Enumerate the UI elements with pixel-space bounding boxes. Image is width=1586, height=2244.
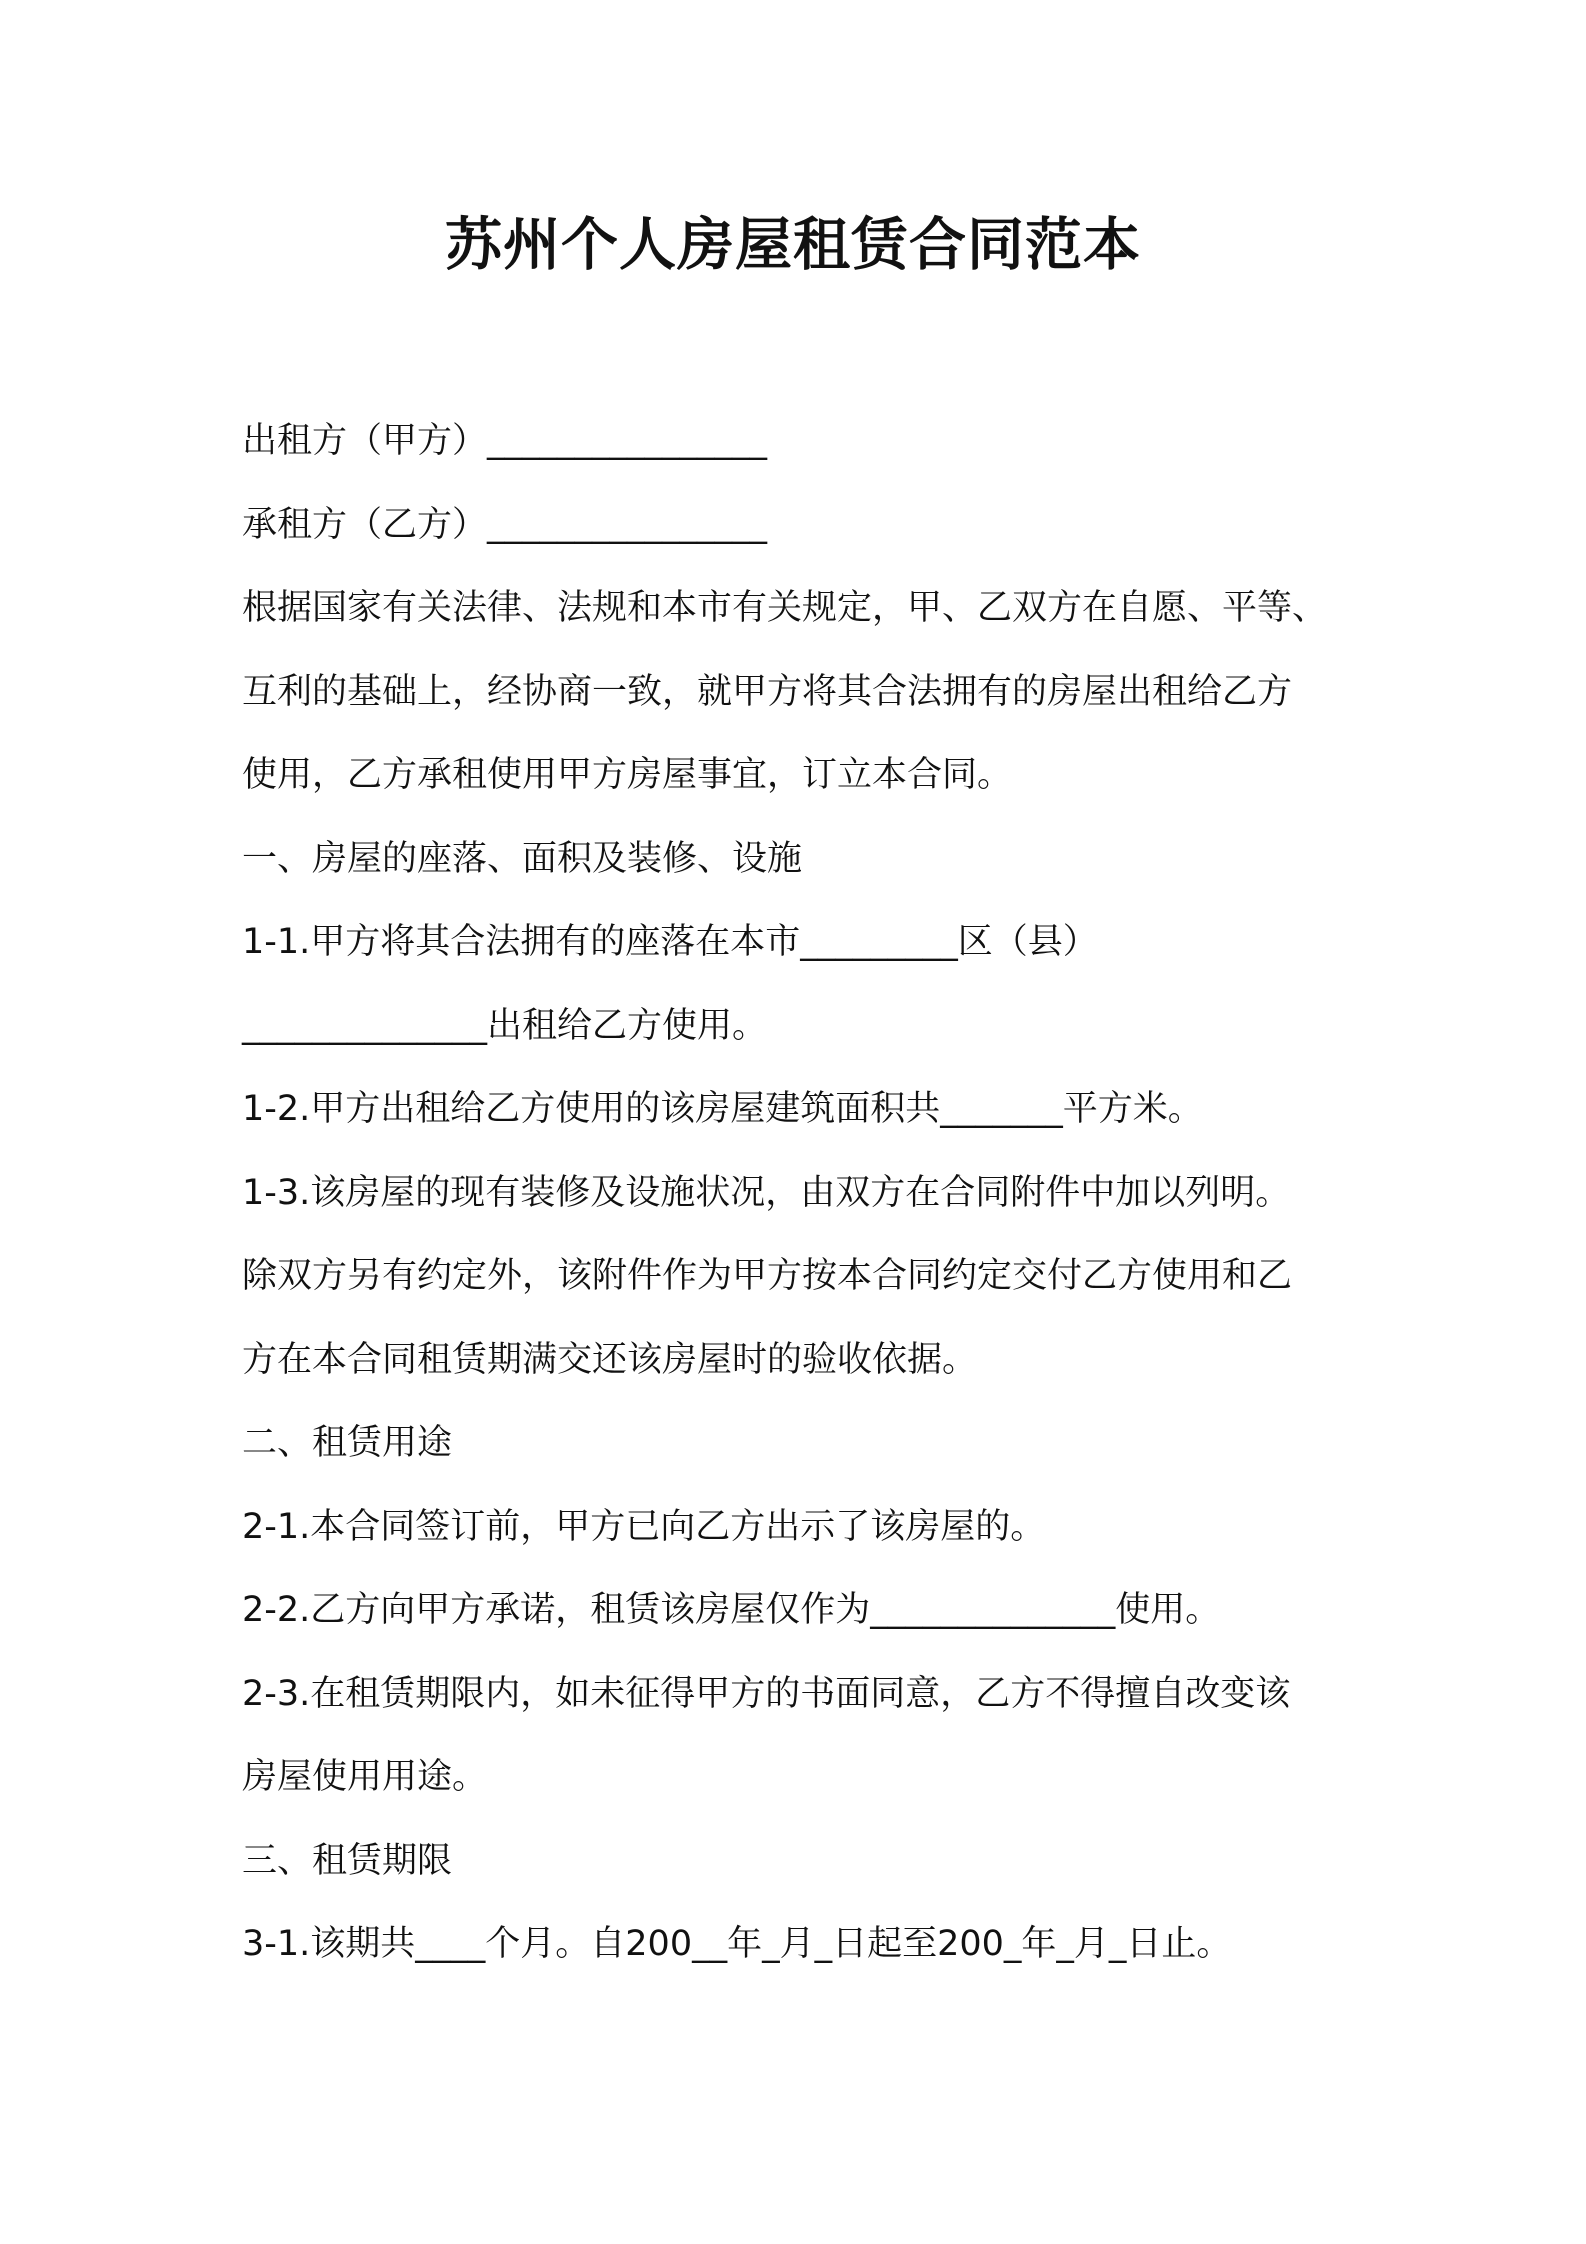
- section-heading-3: 三、租赁期限: [242, 1840, 453, 1881]
- clause-1-3-line-3: 方在本合同租赁期满交还该房屋时的验收依据。: [242, 1339, 978, 1380]
- clause-1-1-line-1: 1-1.甲方将其合法拥有的座落在本市_________区（县）: [242, 922, 1098, 962]
- lessor-line: 出租方（甲方）________________: [242, 421, 768, 461]
- clause-2-3-line-1: 2-3.在租赁期限内，如未征得甲方的书面同意，乙方不得擅自改变该: [242, 1673, 1291, 1714]
- clause-2-2: 2-2.乙方向甲方承诺，租赁该房屋仅作为______________使用。: [242, 1590, 1221, 1630]
- clause-1-1-line-2: ______________出租给乙方使用。: [242, 1005, 768, 1046]
- clause-1-2: 1-2.甲方出租给乙方使用的该房屋建筑面积共_______平方米。: [242, 1089, 1203, 1129]
- clause-2-3-line-2: 房屋使用用途。: [242, 1757, 488, 1797]
- document-title: 苏州个人房屋租赁合同范本: [445, 212, 1141, 278]
- clause-3-1: 3-1.该期共____个月。自200__年_月_日起至200_年_月_日止。: [242, 1924, 1232, 1964]
- preamble-line-3: 使用，乙方承租使用甲方房屋事宜，订立本合同。: [242, 755, 1013, 795]
- section-heading-2: 二、租赁用途: [242, 1423, 453, 1463]
- clause-1-3-line-2: 除双方另有约定外，该附件作为甲方按本合同约定交付乙方使用和乙: [242, 1256, 1293, 1296]
- lessee-line: 承租方（乙方）________________: [242, 504, 768, 545]
- document-body: [242, 400, 1362, 1987]
- preamble-line-2: 互利的基础上，经协商一致，就甲方将其合法拥有的房屋出租给乙方: [242, 671, 1293, 712]
- clause-1-3-line-1: 1-3.该房屋的现有装修及设施状况，由双方在合同附件中加以列明。: [242, 1172, 1291, 1213]
- preamble-line-1: 根据国家有关法律、法规和本市有关规定，甲、乙双方在自愿、平等、: [242, 588, 1328, 628]
- clause-2-1: 2-1.本合同签订前，甲方已向乙方出示了该房屋的。: [242, 1506, 1046, 1547]
- section-heading-1: 一、房屋的座落、面积及装修、设施: [242, 838, 803, 879]
